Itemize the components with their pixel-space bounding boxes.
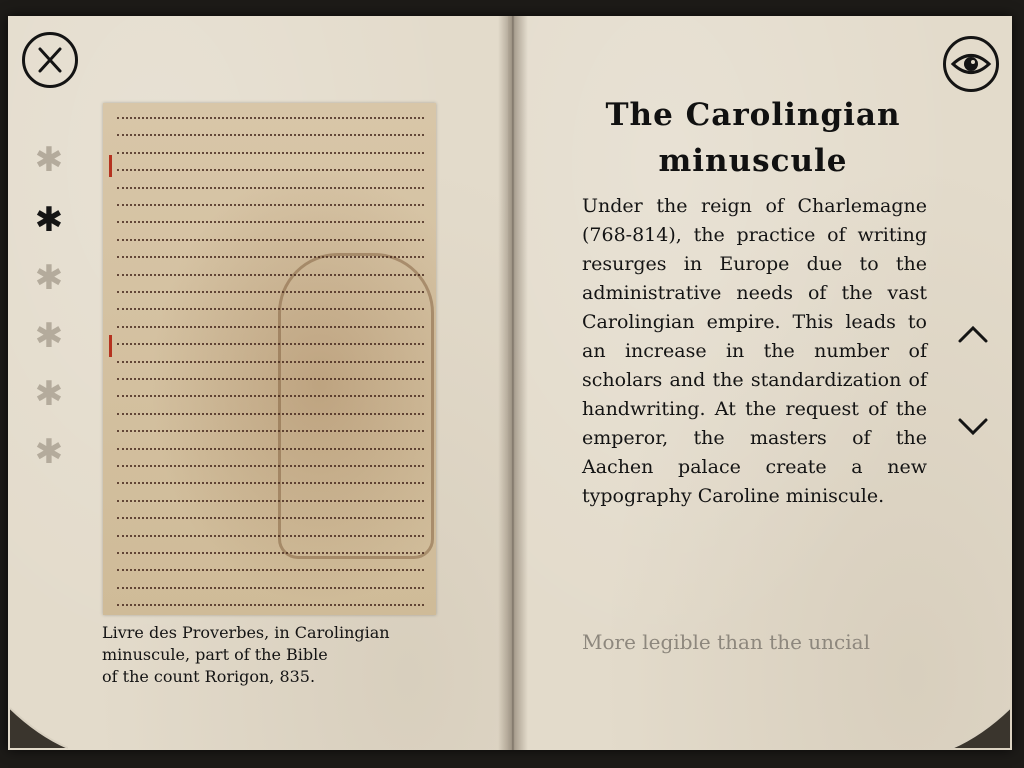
scroll-up-button[interactable] — [956, 323, 990, 345]
manuscript-text-line — [117, 567, 424, 571]
chapter-marker-2[interactable]: ✱ — [34, 200, 64, 240]
view-button[interactable] — [943, 36, 999, 92]
manuscript-text-line — [117, 219, 424, 223]
article-paragraph: Under the reign of Charlemagne (768-814), the practice of writing resurges in Europe due to the administrative needs of the vast Carolingian empire. This leads to an increase in the number of scholars and the standardization of handwriting. At the request of the emperor, the masters of the Aachen palace create a new typography Caroline miniscule. — [582, 195, 927, 507]
manuscript-text-line — [117, 359, 424, 363]
figure-caption: Livre des Proverbes, in Carolingian minuscule, part of the Bible of the count Rorigon, 835. — [102, 623, 390, 686]
rubric-mark — [109, 335, 112, 357]
close-icon — [25, 35, 75, 85]
manuscript-text-line — [117, 376, 424, 380]
eye-icon — [946, 39, 996, 89]
chapter-marker-6[interactable]: ✱ — [34, 432, 64, 472]
manuscript-text-line — [117, 132, 424, 136]
article-body — [582, 192, 927, 511]
chapter-marker-3[interactable]: ✱ — [34, 258, 64, 298]
illuminated-initial — [278, 253, 434, 559]
article-continuation: More legible than the uncial — [582, 630, 870, 654]
rubric-mark — [109, 155, 112, 177]
manuscript-text-line — [117, 324, 424, 328]
page-curl-left-icon[interactable] — [8, 700, 68, 750]
manuscript-text-line — [117, 428, 424, 432]
page-curl-right-icon[interactable] — [952, 700, 1012, 750]
close-button[interactable] — [22, 32, 78, 88]
chevron-up-icon — [956, 323, 990, 345]
manuscript-text-line — [117, 411, 424, 415]
chapter-marker-1[interactable]: ✱ — [34, 140, 64, 180]
manuscript-text-line — [117, 237, 424, 241]
manuscript-text-line — [117, 393, 424, 397]
manuscript-text-line — [117, 185, 424, 189]
manuscript-text-line — [117, 167, 424, 171]
manuscript-text-line — [117, 341, 424, 345]
chevron-down-icon — [956, 416, 990, 438]
manuscript-text-line — [117, 602, 424, 606]
chapter-marker-4[interactable]: ✱ — [34, 316, 64, 356]
scroll-down-button[interactable] — [956, 416, 990, 438]
chapter-marker-5[interactable]: ✱ — [34, 374, 64, 414]
manuscript-text-line — [117, 289, 424, 293]
manuscript-text-line — [117, 115, 424, 119]
manuscript-text-line — [117, 446, 424, 450]
manuscript-text-line — [117, 272, 424, 276]
manuscript-text-line — [117, 498, 424, 502]
manuscript-text-line — [117, 480, 424, 484]
book-spine — [498, 16, 528, 750]
manuscript-text-line — [117, 585, 424, 589]
manuscript-text-line — [117, 515, 424, 519]
manuscript-text-line — [117, 306, 424, 310]
manuscript-text-line — [117, 463, 424, 467]
manuscript-text-line — [117, 550, 424, 554]
article-title: The Carolingian minuscule — [605, 97, 901, 179]
manuscript-text-line — [117, 150, 424, 154]
manuscript-text-line — [117, 254, 424, 258]
manuscript-image — [103, 103, 436, 615]
manuscript-text-line — [117, 202, 424, 206]
manuscript-text-line — [117, 533, 424, 537]
